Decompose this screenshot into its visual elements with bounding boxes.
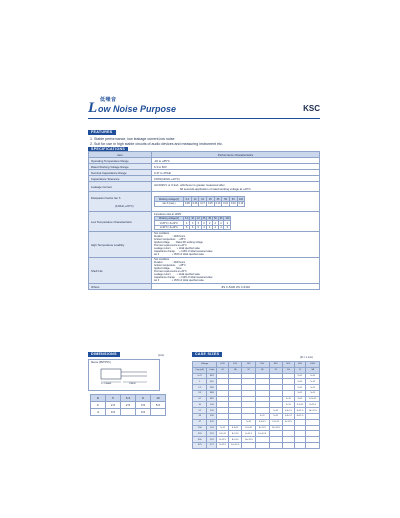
- features-heading: FEATURES: [88, 130, 116, 135]
- cap-code: 101: [207, 425, 217, 431]
- mini-cell: 0.13: [215, 202, 221, 206]
- dissipation-table: [154, 196, 245, 206]
- mini-cell: 0.26: [192, 202, 198, 206]
- case-sizes-unit: (D × L mm): [300, 356, 313, 359]
- case-size-cell: 8×11.5: [228, 431, 242, 437]
- spec-value: ±20%(120Hz,+20°C): [152, 176, 320, 182]
- mini-cell: 0.17: [200, 202, 205, 206]
- case-size-cell: 6.3×11: [242, 425, 256, 431]
- low-temp-caption: Impedance ratio at 120Hz: [154, 212, 182, 216]
- case-size-cell: 8×11.5: [217, 442, 229, 448]
- mini-cell: 4: [184, 221, 190, 226]
- code-header: Code: [207, 367, 217, 373]
- code-cell: 0J: [217, 367, 229, 373]
- mini-cell: 100: [225, 216, 230, 220]
- case-size-cell: 10×12.5: [255, 431, 269, 437]
- case-size-cell: 5×11: [283, 402, 295, 408]
- test-line: Ambient temperature : +85°C: [154, 238, 186, 241]
- case-size-cell: 5×11: [306, 379, 320, 385]
- mini-cell: 3: [196, 221, 202, 226]
- mini-cell: 63: [219, 216, 223, 220]
- dim-cell: 8: [136, 395, 151, 402]
- case-size-cell: [269, 442, 283, 448]
- test-line: tan δ : ≤ 150% of initial specified value: [154, 253, 204, 256]
- dimensions-unit: (mm): [158, 354, 165, 357]
- cap-code: 2R2: [207, 385, 217, 391]
- case-size-cell: 5×11: [306, 385, 320, 391]
- cap-value: 2.2: [193, 385, 207, 391]
- mini-cell: 25: [206, 197, 214, 202]
- cap-code: 330: [207, 414, 217, 420]
- case-size-cell: 8×11.5: [228, 437, 242, 443]
- case-size-cell: 6.3×11: [228, 425, 242, 431]
- test-line: Leakage current : ≤ initial specified value: [154, 273, 200, 276]
- test-line: Capacitance change : ≤ ±20% of initial measured value: [154, 276, 213, 279]
- case-size-cell: 8×11.5: [242, 431, 256, 437]
- mini-cell: 50: [222, 197, 230, 202]
- table-row: [91, 409, 166, 416]
- cap-code: 471: [207, 442, 217, 448]
- test-line: Post test requirements at +20°C: [154, 270, 187, 273]
- mini-cell: 4: [224, 225, 231, 230]
- table-row: [91, 395, 166, 402]
- mini-cell: 16: [199, 197, 207, 202]
- mini-cell: 0.28: [185, 202, 190, 206]
- code-cell: 1A: [228, 367, 242, 373]
- case-size-cell: 5×11: [294, 373, 306, 379]
- case-size-cell: 8×11.5: [217, 437, 229, 443]
- mini-cell: 2: [201, 221, 207, 226]
- case-size-cell: 5×11: [217, 425, 229, 431]
- case-size-cell: 5×11: [283, 396, 295, 402]
- case-size-cell: 8×11.5: [255, 425, 269, 431]
- dim-lead-label: 15MIN: [129, 383, 136, 385]
- cap-value: 4.7: [193, 396, 207, 402]
- leakage-note-2: 60 seconds application of rated working voltage at +20°C: [180, 186, 251, 191]
- case-size-cell: 10×12.5: [269, 425, 283, 431]
- logo-kanji: 低噪音: [100, 97, 117, 103]
- cap-value: 3.3: [193, 390, 207, 396]
- test-line: Applied voltage : Rated DC working voltage: [154, 241, 203, 244]
- spec-value: JIS C-5102 JIS C-5102: [152, 284, 320, 290]
- dim-cell: 6.3: [121, 395, 136, 402]
- cap-code: 100: [207, 402, 217, 408]
- test-line: Capacitance change : ≤ ±20% of initial measured value: [154, 250, 213, 253]
- mini-cell: 35: [208, 216, 212, 220]
- spec-item: Low Temperature Characteristics: [89, 212, 152, 232]
- mini-cell: 8: [184, 225, 190, 230]
- mini-cell: 0.10: [230, 202, 236, 206]
- voltage-cell: 50V: [283, 362, 295, 368]
- spec-row: [89, 258, 320, 284]
- cap-value: 0.47: [193, 373, 207, 379]
- dimension-drawing: [88, 359, 160, 391]
- test-line: Test conditions: [154, 258, 170, 261]
- spec-value: [152, 258, 320, 284]
- dim-cell: 5.0: [151, 402, 166, 409]
- case-size-cell: 5×11: [294, 390, 306, 396]
- spec-value: -40 to +85°C: [152, 158, 320, 164]
- code-cell: 1J: [294, 367, 306, 373]
- test-line: Applied voltage : None: [154, 267, 182, 270]
- dim-cell: [121, 409, 136, 416]
- mini-cell: 6: [196, 225, 202, 230]
- case-size-cell: [283, 442, 295, 448]
- spec-item: Rated Working Voltage Range: [89, 164, 152, 170]
- test-line: tan δ : ≤ 150% of initial specified value: [154, 279, 204, 282]
- code-cell: 1C: [242, 367, 256, 373]
- mini-header: Z-40°C / Z+20°C: [155, 225, 184, 230]
- table-row: [193, 442, 320, 448]
- code-cell: 1E: [255, 367, 269, 373]
- low-temp-table: [154, 216, 231, 231]
- dimensions-table: [90, 394, 166, 416]
- cap-code: 4R7: [207, 396, 217, 402]
- case-size-cell: [242, 442, 256, 448]
- cap-code: 221: [207, 431, 217, 437]
- case-size-cell: 10×12.5: [228, 442, 242, 448]
- spec-row: [89, 232, 320, 258]
- test-line: Leakage current : ≤ initial specified value: [154, 247, 200, 250]
- case-size-cell: 5×11: [242, 419, 256, 425]
- spec-item: Others: [89, 284, 152, 290]
- voltage-cell: 6.3V: [217, 362, 229, 368]
- case-size-cell: [255, 442, 269, 448]
- voltage-cell: 10V: [228, 362, 242, 368]
- spec-row: [89, 182, 320, 192]
- dissipation-label: Dissipation Factor tan δ: [91, 195, 121, 200]
- spec-item: High Temperature Loadility: [89, 232, 152, 258]
- header: [88, 96, 320, 120]
- table-row: [91, 402, 166, 409]
- leakage-formula: I≤0.002CV or 0.2uA: [154, 182, 179, 187]
- voltage-header: Voltage: [193, 362, 217, 368]
- mini-cell: 2: [207, 221, 213, 226]
- mini-cell: 4: [207, 225, 213, 230]
- case-size-cell: 5×11: [294, 396, 306, 402]
- case-sizes-table: [192, 361, 320, 449]
- mini-cell: 25: [202, 216, 206, 220]
- case-size-cell: 5×11: [294, 379, 306, 385]
- mini-cell: 10: [191, 197, 199, 202]
- case-size-cell: 5×11: [294, 385, 306, 391]
- sleeve-label: Sleeve (PET/PVC): [91, 361, 111, 364]
- mini-cell: 0.10: [238, 202, 244, 206]
- cap-header: Cap.(uF): [193, 367, 207, 373]
- case-size-cell: 6.3×11: [294, 402, 306, 408]
- cap-code: 331: [207, 437, 217, 443]
- dim-cell: 5: [106, 395, 121, 402]
- spec-item: Leakage Current: [89, 182, 152, 192]
- cap-code: R47: [207, 373, 217, 379]
- cap-value: 330: [193, 437, 207, 443]
- spec-item: Shelf Life: [89, 258, 152, 284]
- cap-value: 47: [193, 419, 207, 425]
- dim-cell: 3.5: [136, 402, 151, 409]
- mini-cell: 4: [201, 225, 207, 230]
- spec-item: [89, 192, 152, 212]
- mini-cell: 2: [224, 221, 231, 226]
- cap-code: 470: [207, 419, 217, 425]
- spec-value: 0.47 to 470uF: [152, 170, 320, 176]
- datasheet: [88, 96, 320, 447]
- dim-cell: [151, 409, 166, 416]
- case-size-cell: 8×11.5: [294, 408, 306, 414]
- mini-cell: 6: [190, 225, 196, 230]
- voltage-cell: 35V: [269, 362, 283, 368]
- test-line: Ambient temperature : +85°C: [154, 264, 186, 267]
- mini-cell: 63: [229, 197, 237, 202]
- capacitor-outline: [89, 360, 159, 390]
- spec-col-characteristics: Performance Characteristics: [152, 152, 320, 158]
- cap-code: 220: [207, 408, 217, 414]
- logo-mark: L: [88, 100, 98, 116]
- mini-cell: 50: [214, 216, 217, 220]
- voltage-cell: 63V: [294, 362, 306, 368]
- dimensions-heading: DIMENSIONS: [88, 352, 120, 357]
- case-size-cell: 8×11.5: [306, 402, 320, 408]
- spec-row: [89, 284, 320, 290]
- dim-cell: 0.5: [106, 409, 121, 416]
- case-size-cell: 6.3×11: [306, 396, 320, 402]
- series-code: KSC: [303, 104, 320, 113]
- dim-label: D: [91, 395, 106, 402]
- code-cell: 2A: [306, 367, 320, 373]
- specifications-heading: SPECIFICATIONS: [88, 147, 128, 152]
- test-line: Duration : 1000 hours: [154, 235, 186, 238]
- case-size-cell: 5×11: [255, 414, 269, 420]
- case-size-cell: 6.3×11: [255, 419, 269, 425]
- case-sizes-heading: CASE SIZES: [192, 352, 222, 357]
- cap-code: 3R3: [207, 390, 217, 396]
- test-line: Post test requirements at +20°C: [154, 244, 187, 247]
- mini-cell: 0.10: [223, 202, 228, 206]
- mini-header: Working voltage(V): [155, 216, 184, 221]
- spec-value: [152, 232, 320, 258]
- mini-cell: 100: [238, 197, 243, 201]
- spec-item: Nominal Capacitance Range: [89, 170, 152, 176]
- spec-item: Operating Temperature Range: [89, 158, 152, 164]
- spec-value: 6.3 to 50V: [152, 164, 320, 170]
- case-size-cell: 8×11.5: [294, 414, 306, 420]
- cap-value: 100: [193, 425, 207, 431]
- case-size-cell: 6.3×11: [283, 414, 295, 420]
- mini-cell: 2: [213, 221, 219, 226]
- cap-value: 220: [193, 431, 207, 437]
- mini-cell: 4: [218, 225, 224, 230]
- case-size-cell: 10×12.5: [242, 437, 256, 443]
- case-size-cell: 5×11: [269, 408, 283, 414]
- cap-code: 010: [207, 379, 217, 385]
- dim-cell: 2.0: [106, 402, 121, 409]
- specifications-table: [88, 151, 320, 290]
- mini-header: Z-25°C / Z+20°C: [155, 221, 184, 226]
- case-size-cell: 10×12.5: [306, 408, 320, 414]
- case-size-cell: 6.3×11: [269, 419, 283, 425]
- mini-header: tan δ (max.): [155, 202, 184, 207]
- mini-cell: 35: [214, 197, 222, 202]
- cap-value: 33: [193, 414, 207, 420]
- dim-length-label: L+1.5MAX: [101, 383, 112, 385]
- leakage-note-1: whichever is greater measured after: [180, 182, 225, 187]
- dim-label: F: [91, 402, 106, 409]
- feature-item-1: 1. Stable performance, low leakage current,low noise: [90, 137, 175, 141]
- mini-cell: 6.3: [184, 197, 192, 202]
- case-size-rows: [193, 373, 320, 448]
- cap-value: 22: [193, 408, 207, 414]
- mini-header: Working voltage(V): [155, 197, 184, 202]
- test-line: Duration : 1000 hours: [154, 261, 186, 264]
- case-size-cell: [294, 442, 306, 448]
- test-line: Test conditions: [154, 232, 170, 235]
- mini-cell: 6.3: [185, 216, 189, 220]
- mini-cell: 3: [190, 221, 196, 226]
- dim-cell: 0.6: [136, 409, 151, 416]
- mini-cell: 2: [218, 221, 224, 226]
- dim-label: d: [91, 409, 106, 416]
- spec-value: [152, 212, 320, 232]
- case-size-cell: 6.3×11: [283, 408, 295, 414]
- case-size-cell: 5×11: [306, 373, 320, 379]
- mini-cell: 16: [197, 216, 200, 220]
- spec-value: [152, 192, 320, 212]
- cap-value: 10: [193, 402, 207, 408]
- voltage-cell: 25V: [255, 362, 269, 368]
- voltage-cell: 16V: [242, 362, 256, 368]
- cap-value: 1: [193, 379, 207, 385]
- code-cell: 1V: [269, 367, 283, 373]
- spec-value: [152, 182, 320, 192]
- mini-cell: 10: [191, 216, 194, 220]
- series-title: ow Noise Purpose: [98, 104, 177, 114]
- case-size-cell: 5×11: [306, 390, 320, 396]
- case-size-cell: 6.3×11: [217, 431, 229, 437]
- case-size-cell: 8×11.5: [283, 419, 295, 425]
- spec-row: [89, 192, 320, 212]
- dissipation-condition: (120Hz,+20°C): [115, 203, 134, 208]
- case-size-cell: 5×11: [269, 414, 283, 420]
- code-cell: 1H: [283, 367, 295, 373]
- dim-cell: 2.5: [121, 402, 136, 409]
- mini-cell: 0.15: [207, 202, 213, 206]
- spec-col-item: Item: [89, 152, 152, 158]
- feature-item-2: 2. Suit for use in high stable circuits of audio devices and measuring instrument etc.: [90, 142, 223, 146]
- mini-cell: 4: [213, 225, 219, 230]
- spec-row: [89, 212, 320, 232]
- cap-value: 470: [193, 442, 207, 448]
- voltage-cell: 100V: [306, 362, 320, 368]
- spec-item: Capacitance Tolerance: [89, 176, 152, 182]
- dim-cell: 10: [151, 395, 166, 402]
- case-size-cell: [306, 442, 320, 448]
- header-rule: [88, 118, 320, 119]
